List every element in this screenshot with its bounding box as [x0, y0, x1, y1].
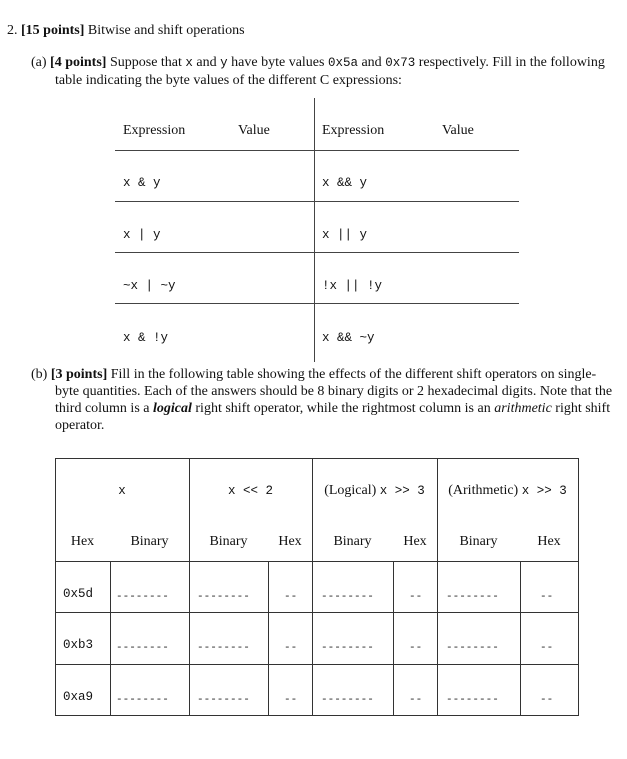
- hex-blank[interactable]: --: [409, 591, 423, 603]
- subheader-hex: Hex: [70, 534, 95, 549]
- part-b-text: right shift operator, while the rightmost column is an: [195, 401, 491, 416]
- expression-cell: x || y: [322, 228, 368, 242]
- table-rule: [115, 252, 519, 253]
- value-y: 0x73: [385, 56, 416, 70]
- table-rule: [115, 303, 519, 304]
- subheader-hex: Hex: [278, 534, 302, 549]
- binary-blank[interactable]: --------: [321, 591, 374, 603]
- row-hex-value: 0x5d: [63, 587, 94, 601]
- binary-blank[interactable]: --------: [446, 591, 499, 603]
- problem-points: [15 points]: [21, 23, 85, 38]
- problem-title: Bitwise and shift operations: [87, 23, 245, 38]
- binary-blank[interactable]: --------: [446, 694, 499, 706]
- part-a-label: (a): [31, 55, 47, 70]
- part-a-prompt: [31, 54, 615, 89]
- table-rule: [115, 201, 519, 202]
- hex-blank[interactable]: --: [284, 642, 298, 654]
- expression-cell: x && ~y: [322, 331, 375, 345]
- part-a-text: and: [361, 55, 382, 70]
- binary-blank[interactable]: --------: [446, 642, 499, 654]
- subheader-hex: Hex: [403, 534, 427, 549]
- expression-cell: x && y: [322, 176, 368, 190]
- part-b-text: right shift operator.: [55, 401, 611, 433]
- problem-heading: [7, 23, 245, 39]
- part-b-text: Fill in the following table showing the effects of the different shift operators on single-byte quantities. Each of the answers should be 8 binary digits or 2 hexadecimal digits. Note that the third column is a: [55, 367, 613, 416]
- binary-blank[interactable]: --------: [116, 591, 169, 603]
- part-a-text: and: [196, 55, 217, 70]
- var-y: y: [220, 56, 228, 70]
- hex-blank[interactable]: --: [409, 694, 423, 706]
- binary-blank[interactable]: --------: [321, 694, 374, 706]
- expression-cell: !x || !y: [322, 279, 383, 293]
- part-a-text: Suppose that: [109, 55, 182, 70]
- binary-blank[interactable]: --------: [197, 642, 250, 654]
- expression-cell: ~x | ~y: [123, 279, 176, 293]
- part-b-prompt: [31, 366, 615, 434]
- problem-number: 2.: [7, 23, 18, 38]
- part-a-points: [4 points]: [50, 55, 107, 70]
- expression-cell: x | y: [123, 228, 161, 242]
- header-value: Value: [238, 123, 270, 138]
- binary-blank[interactable]: --------: [197, 591, 250, 603]
- subheader-binary: Binary: [459, 534, 498, 549]
- header-logical-shift: [312, 483, 437, 499]
- header-expression: Expression: [123, 123, 186, 138]
- arithmetic-expr: x >> 3: [521, 484, 567, 498]
- header-expression: Expression: [322, 123, 385, 138]
- hex-blank[interactable]: --: [540, 694, 554, 706]
- subheader-binary: Binary: [130, 534, 169, 549]
- binary-blank[interactable]: --------: [321, 642, 374, 654]
- part-b-points: [3 points]: [50, 367, 108, 382]
- expression-cell: x & !y: [123, 331, 169, 345]
- value-x: 0x5a: [327, 56, 358, 70]
- hex-blank[interactable]: --: [540, 642, 554, 654]
- logical-label: (Logical): [324, 483, 377, 498]
- header-x: x: [118, 484, 126, 498]
- table-rule: [115, 150, 519, 151]
- part-a-text: have byte values: [231, 55, 325, 70]
- subheader-hex: Hex: [537, 534, 561, 549]
- table-divider: [314, 98, 315, 362]
- hex-blank[interactable]: --: [284, 694, 298, 706]
- arithmetic-word: arithmetic: [494, 401, 552, 416]
- part-a-text: respectively. Fill in the following table indicating the byte values of the different C expressions:: [55, 55, 605, 88]
- arithmetic-label: (Arithmetic): [448, 483, 519, 498]
- header-shift-left: x << 2: [227, 484, 273, 498]
- binary-blank[interactable]: --------: [116, 694, 169, 706]
- binary-blank[interactable]: --------: [116, 642, 169, 654]
- logical-word: logical: [153, 401, 192, 416]
- part-b-label: (b): [31, 367, 48, 382]
- hex-blank[interactable]: --: [409, 642, 423, 654]
- logical-expr: x >> 3: [379, 484, 425, 498]
- header-arithmetic-shift: [437, 483, 578, 499]
- var-x: x: [185, 56, 193, 70]
- subheader-binary: Binary: [333, 534, 372, 549]
- hex-blank[interactable]: --: [284, 591, 298, 603]
- expression-cell: x & y: [123, 176, 161, 190]
- binary-blank[interactable]: --------: [197, 694, 250, 706]
- row-hex-value: 0xb3: [63, 638, 94, 652]
- hex-blank[interactable]: --: [540, 591, 554, 603]
- header-value: Value: [442, 123, 474, 138]
- subheader-binary: Binary: [209, 534, 248, 549]
- row-hex-value: 0xa9: [63, 690, 94, 704]
